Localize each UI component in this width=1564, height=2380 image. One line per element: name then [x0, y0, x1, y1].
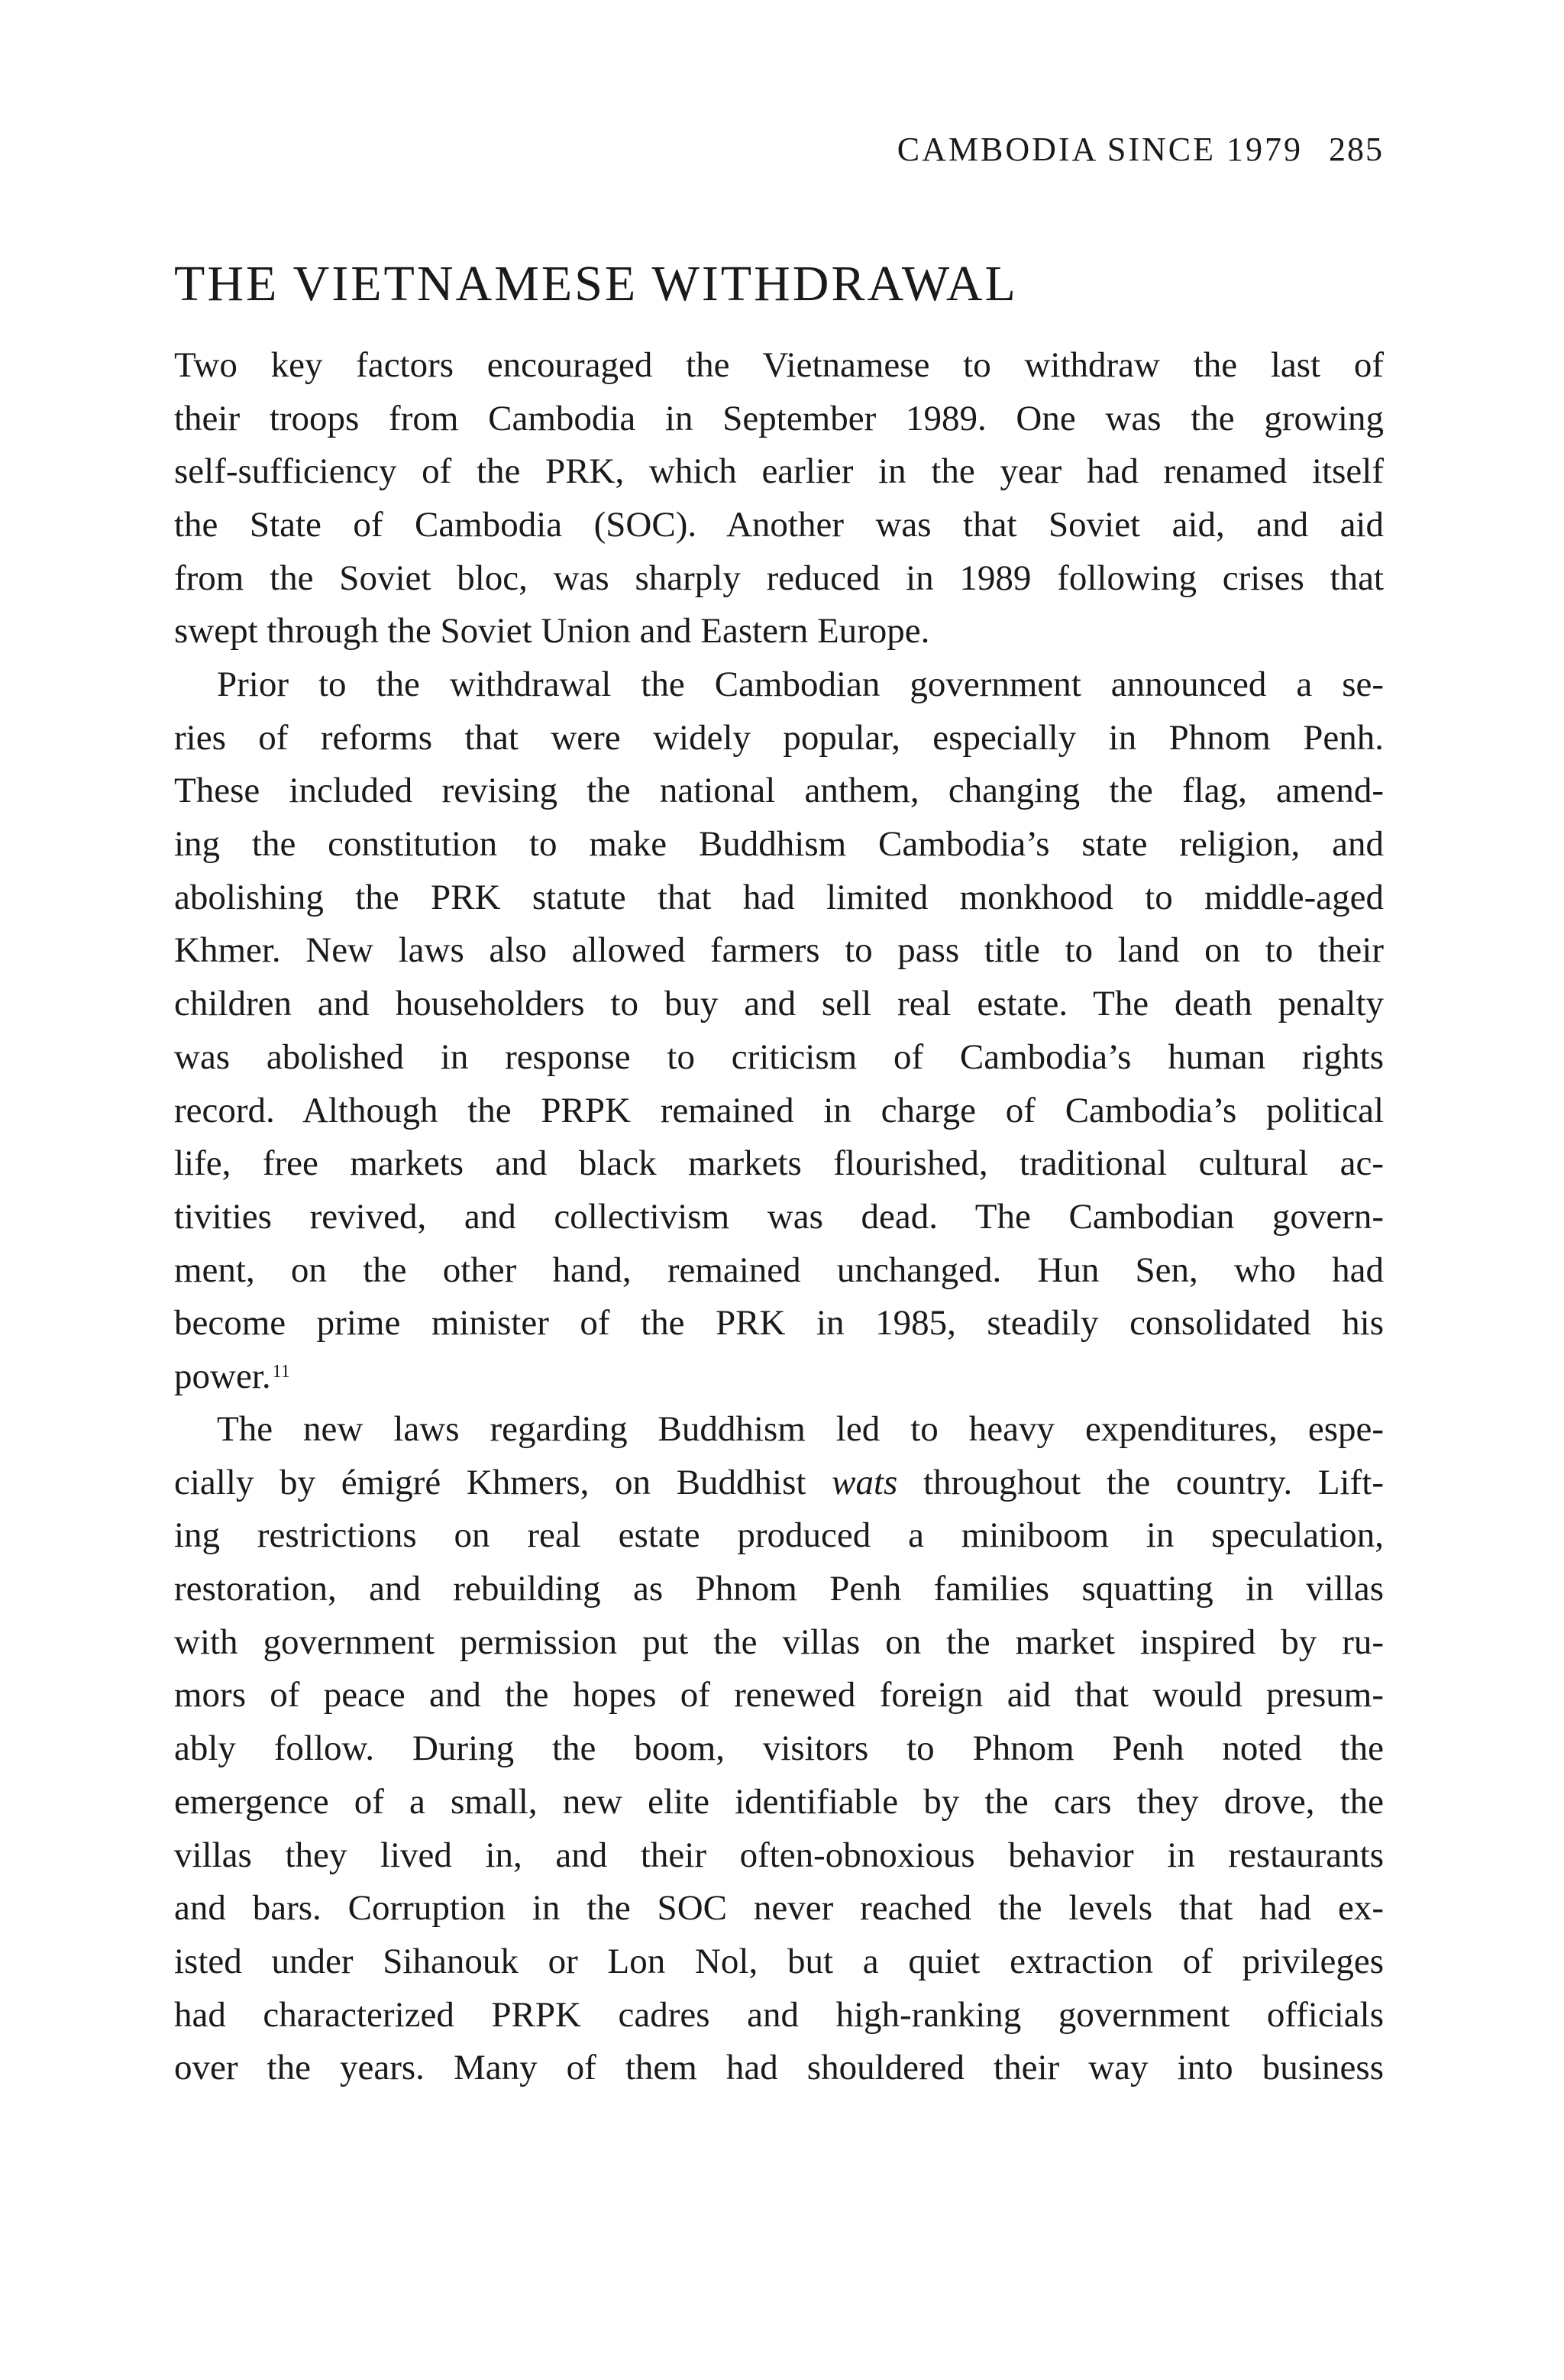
text-line-last	[174, 1350, 1384, 1404]
page-number: 285	[1329, 131, 1384, 168]
text-line: restoration, and rebuilding as Phnom Penh families squatting in villas	[174, 1569, 1384, 1609]
section-heading: THE VIETNAMESE WITHDRAWAL	[174, 256, 1018, 312]
line-text-tail: throughout the country. Lift-	[897, 1462, 1384, 1502]
text-line: had characterized PRPK cadres and high-ranking government officials	[174, 1994, 1384, 2035]
text-line: These included revising the national anthem, changing the flag, amend-	[174, 771, 1384, 811]
paragraph-2	[174, 658, 1384, 1404]
text-line: ably follow. During the boom, visitors to Phnom Penh noted the	[174, 1728, 1384, 1769]
text-line: swept through the Soviet Union and Eastern Europe.	[174, 611, 930, 652]
line-text: power.	[174, 1356, 271, 1396]
text-line: ries of reforms that were widely popular, especially in Phnom Penh.	[174, 717, 1384, 758]
paragraph-1	[174, 339, 1384, 658]
text-line: Prior to the withdrawal the Cambodian government announced a se-	[217, 665, 1384, 704]
running-title: CAMBODIA SINCE 1979	[897, 131, 1303, 168]
text-line: tivities revived, and collectivism was dead. The Cambodian govern-	[174, 1196, 1384, 1237]
text-line: ing the constitution to make Buddhism Cambodia’s state religion, and	[174, 824, 1384, 865]
text-line: The new laws regarding Buddhism led to heavy expenditures, espe-	[217, 1409, 1384, 1449]
text-line: ment, on the other hand, remained unchanged. Hun Sen, who had	[174, 1250, 1384, 1290]
text-line: and bars. Corruption in the SOC never reached the levels that had ex-	[174, 1888, 1384, 1929]
text-line: Two key factors encouraged the Vietnamese to withdraw the last of	[174, 345, 1384, 385]
italic-term: wats	[832, 1462, 898, 1502]
line-text: cially by émigré Khmers, on Buddhist	[174, 1462, 832, 1502]
text-line: their troops from Cambodia in September 1989. One was the growing	[174, 398, 1384, 438]
text-line: record. Although the PRPK remained in charge of Cambodia’s political	[174, 1090, 1384, 1130]
text-line: with government permission put the villas on the market inspired by ru-	[174, 1622, 1384, 1662]
text-line: Khmer. New laws also allowed farmers to pass title to land on to their	[174, 930, 1384, 971]
text-line: abolishing the PRK statute that had limited monkhood to middle-aged	[174, 877, 1384, 917]
running-head	[897, 130, 1384, 169]
footnote-reference: 11	[272, 1361, 290, 1382]
paragraph-3	[174, 1403, 1384, 2095]
text-line: isted under Sihanouk or Lon Nol, but a quiet extraction of privileges	[174, 1941, 1384, 1981]
text-line-with-italic	[174, 1457, 1384, 1510]
text-line: villas they lived in, and their often-obnoxious behavior in restaurants	[174, 1835, 1384, 1875]
text-line: from the Soviet bloc, was sharply reduced in 1989 following crises that	[174, 558, 1384, 598]
text-line: life, free markets and black markets flourished, traditional cultural ac-	[174, 1143, 1384, 1184]
text-line: over the years. Many of them had shouldered their way into business	[174, 2048, 1384, 2088]
text-line: was abolished in response to criticism of Cambodia’s human rights	[174, 1036, 1384, 1077]
text-line: mors of peace and the hopes of renewed foreign aid that would presum-	[174, 1675, 1384, 1715]
text-line: become prime minister of the PRK in 1985, steadily consolidated his	[174, 1303, 1384, 1344]
text-line: emergence of a small, new elite identifiable by the cars they drove, the	[174, 1781, 1384, 1822]
text-line: children and householders to buy and sell real estate. The death penalty	[174, 984, 1384, 1024]
text-line: the State of Cambodia (SOC). Another was that Soviet aid, and aid	[174, 505, 1384, 545]
text-line: self-sufficiency of the PRK, which earlier in the year had renamed itself	[174, 451, 1384, 492]
text-line: ing restrictions on real estate produced a miniboom in speculation,	[174, 1515, 1384, 1556]
